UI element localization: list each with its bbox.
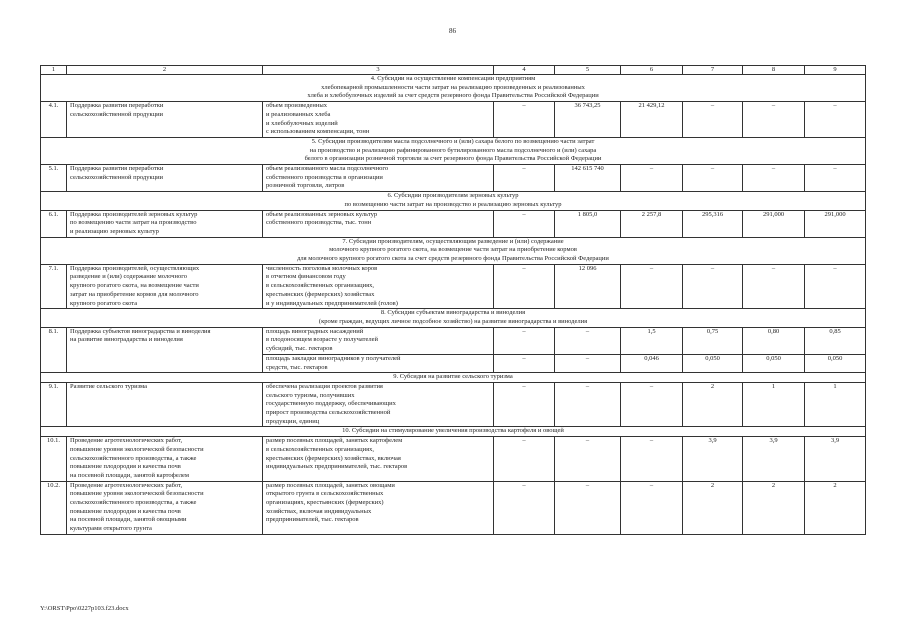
row-value-v7: 295,316 [683, 210, 743, 237]
indicator-line: с использованием компенсации, тонн [266, 128, 370, 136]
column-number-header: 2 [67, 66, 263, 75]
measure-name-line: сельскохозяйственной продукции [70, 110, 164, 118]
column-number-header: 1 [41, 66, 67, 75]
row-value-v6: – [621, 481, 683, 534]
row-number: 10.1. [41, 437, 67, 482]
section-title-line: на производство и реализацию рафинированного бутилированного масла подсолнечного и (или) сахара [309, 146, 597, 154]
indicator-line: и у индивидуальных предпринимателей (голов) [266, 299, 398, 307]
row-value-v9: – [805, 102, 866, 138]
measure-name-line: Проведение агротехнологических работ, [70, 437, 183, 445]
indicator-line: объем реализованных зерновых культур [266, 210, 378, 218]
row-value-v4: – [494, 354, 555, 372]
row-value-v9: – [805, 165, 866, 192]
indicator-line: в отчетном финансовом году [266, 273, 346, 281]
row-value-v4: – [494, 102, 555, 138]
section-title [41, 192, 866, 210]
indicator-line: предпринимателей, тыс. гектаров [266, 516, 359, 524]
indicator-line: средств, тыс. гектаров [266, 363, 328, 371]
measure-name-line: и реализацию зерновых культур [70, 227, 159, 235]
row-value-v4: – [494, 264, 555, 309]
row-value-v4: – [494, 165, 555, 192]
measure-name-line: Поддержка субъектов виноградарства и виноделия [70, 327, 211, 335]
column-number-header: 7 [683, 66, 743, 75]
section-title-line: 9. Субсидия на развитие сельского туризма [393, 373, 513, 381]
row-value-v9: 1 [805, 382, 866, 427]
row-value-v9: 3,9 [805, 437, 866, 482]
row-measure-name [67, 437, 263, 482]
row-indicator [263, 102, 494, 138]
row-value-v5: – [555, 382, 621, 427]
measure-name-line: Поддержка производителей зерновых культур [70, 210, 198, 218]
row-value-v7: – [683, 264, 743, 309]
row-indicator [263, 481, 494, 534]
column-number-header: 3 [263, 66, 494, 75]
indicator-line: субсидий, тыс. гектаров [266, 345, 333, 353]
section-title-line: по возмещению части затрат на производство и реализацию зерновых культур [344, 200, 562, 208]
indicator-line: собственного производства в организации [266, 173, 383, 181]
indicator-line: в сельскохозяйственных организациях, [266, 445, 374, 453]
measure-name-line: по возмещению части затрат на производство [70, 219, 197, 227]
measure-name-line: сельскохозяйственного производства, а также [70, 454, 197, 462]
section-title [41, 237, 866, 264]
row-value-v9: 2 [805, 481, 866, 534]
section-title-row [41, 75, 866, 102]
row-value-v7: 0,050 [683, 354, 743, 372]
row-value-v9: 0,050 [805, 354, 866, 372]
row-value-v8: 291,000 [743, 210, 805, 237]
section-title-line: белого в организации розничной торговли за счет резервного фонда Правительства Российской Федерации [304, 155, 602, 163]
row-value-v7: 2 [683, 382, 743, 427]
header-row [41, 66, 866, 75]
indicator-line: сельского туризма, получивших [266, 391, 355, 399]
section-title-line: (кроме граждан, ведущих личное подсобное хозяйство) на развитие виноградарства и виноделия [318, 317, 588, 325]
measure-name-line: сельскохозяйственной продукции [70, 173, 164, 181]
footer-file-path: Y:\ORST\Ppo\0227p103.f23.docx [40, 605, 129, 612]
measure-name-line: культурами открытого грунта [70, 525, 152, 533]
indicator-line: крестьянских (фермерских) хозяйствах, включая [266, 454, 401, 462]
row-indicator [263, 264, 494, 309]
row-value-v6: – [621, 382, 683, 427]
row-measure-name [67, 264, 263, 309]
row-value-v8: 3,9 [743, 437, 805, 482]
indicator-line: площадь закладки виноградников у получателей [266, 354, 401, 362]
row-value-v6: – [621, 437, 683, 482]
measure-name-line: повышение уровня экологической безопасности [70, 490, 204, 498]
measure-name-line: Поддержка производителей, осуществляющих [70, 264, 200, 272]
row-value-v4: – [494, 481, 555, 534]
row-value-v6: – [621, 264, 683, 309]
row-value-v7: 0,75 [683, 327, 743, 354]
row-value-v8: – [743, 264, 805, 309]
table-row [41, 382, 866, 427]
column-number-header: 4 [494, 66, 555, 75]
section-title-row [41, 309, 866, 327]
indicator-line: государственную поддержку, обеспечивающих [266, 400, 396, 408]
table-row [41, 327, 866, 354]
row-value-v5: 12 096 [555, 264, 621, 309]
indicator-line: в плодоносящем возрасте у получателей [266, 336, 378, 344]
indicator-line: крестьянских (фермерских) хозяйствах [266, 290, 375, 298]
row-measure-name [67, 481, 263, 534]
row-value-v5: – [555, 327, 621, 354]
indicator-line: обеспечена реализация проектов развития [266, 382, 383, 390]
measure-name-line: крупного рогатого скота [70, 299, 138, 307]
measure-name-line: Проведение агротехнологических работ, [70, 481, 183, 489]
row-value-v6: 2 257,8 [621, 210, 683, 237]
section-title-line: для молочного крупного рогатого скота за счет средств резервного фонда Правительства Российской Федерации [297, 255, 609, 263]
row-value-v5: 142 615 740 [555, 165, 621, 192]
row-number: 4.1. [41, 102, 67, 138]
row-value-v4: – [494, 437, 555, 482]
row-value-v7: – [683, 102, 743, 138]
row-indicator [263, 382, 494, 427]
indicator-line: прирост производства сельскохозяйственной [266, 409, 391, 417]
section-title-line: хлебопекарной промышленности части затрат на реализацию произведенных и реализованных [321, 83, 585, 91]
row-value-v7: 2 [683, 481, 743, 534]
subsidy-indicators-table [40, 65, 866, 535]
section-title [41, 427, 866, 437]
row-value-v8: 0,050 [743, 354, 805, 372]
row-value-v6: 21 429,12 [621, 102, 683, 138]
row-indicator [263, 210, 494, 237]
section-title-line: 5. Субсидии производителям масла подсолнечного и (или) сахара белого по возмещению части затрат [311, 137, 595, 145]
measure-name-line: повышение уровня экологической безопасности [70, 445, 204, 453]
page-number: 86 [449, 27, 456, 35]
row-measure-name [67, 210, 263, 237]
row-value-v8: – [743, 165, 805, 192]
row-value-v7: – [683, 165, 743, 192]
row-number: 8.1. [41, 327, 67, 373]
row-value-v5: – [555, 437, 621, 482]
row-value-v4: – [494, 382, 555, 427]
measure-name-line: сельскохозяйственного производства, а также [70, 499, 197, 507]
row-indicator [263, 165, 494, 192]
indicator-line: и реализованных хлеба [266, 110, 331, 118]
section-title-line: молочного крупного рогатого скота, на возмещение части затрат на приобретение кормов [329, 246, 577, 254]
row-measure-name [67, 382, 263, 427]
indicator-line: организациях, крестьянских (фермерских) [266, 499, 384, 507]
section-title-row [41, 192, 866, 210]
row-indicator [263, 327, 494, 354]
column-number-header: 8 [743, 66, 805, 75]
section-title-line: 4. Субсидии на осуществление компенсации предприятиям [370, 75, 536, 82]
row-number: 10.2. [41, 481, 67, 534]
section-title-line: 10. Субсидии на стимулирование увеличения производства картофеля и овощей [342, 427, 564, 435]
indicator-line: и хлебобулочных изделий [266, 119, 338, 127]
measure-name-line: на развитие виноградарства и виноделия [70, 336, 183, 344]
section-title [41, 373, 866, 383]
measure-name-line: Поддержка развития переработки [70, 165, 164, 173]
measure-name-line: разведение и (или) содержание молочного [70, 273, 188, 281]
row-value-v6: 1,5 [621, 327, 683, 354]
row-measure-name [67, 102, 263, 138]
row-value-v8: – [743, 102, 805, 138]
row-value-v5: 36 743,25 [555, 102, 621, 138]
measure-name-line: повышение плодородия и качества почв [70, 507, 181, 515]
section-title-row [41, 427, 866, 437]
column-number-header: 5 [555, 66, 621, 75]
row-value-v9: 0,85 [805, 327, 866, 354]
table-row [41, 437, 866, 482]
row-number: 5.1. [41, 165, 67, 192]
section-title-line: хлеба и хлебобулочных изделий за счет средств резервного фонда Правительства Российской Федерации [307, 92, 599, 100]
table-row [41, 264, 866, 309]
column-number-header: 9 [805, 66, 866, 75]
indicator-line: размер посевных площадей, занятых овощами [266, 481, 395, 489]
row-value-v6: 0,046 [621, 354, 683, 372]
measure-name-line: Поддержка развития переработки [70, 102, 164, 110]
row-value-v5: 1 805,0 [555, 210, 621, 237]
section-title [41, 75, 866, 102]
measure-name-line: на посевной площади, занятой овощными [70, 516, 187, 524]
row-value-v9: – [805, 264, 866, 309]
indicator-line: открытого грунта в сельскохозяйственных [266, 490, 384, 498]
row-measure-name [67, 327, 263, 373]
column-number-header: 6 [621, 66, 683, 75]
section-title-line: 8. Субсидии субъектам виноградарства и виноделия [380, 309, 526, 317]
indicator-line: размер посевных площадей, занятых картофелем [266, 437, 403, 445]
section-title [41, 137, 866, 164]
indicator-line: объем реализованного масла подсолнечного [266, 165, 389, 173]
row-value-v8: 2 [743, 481, 805, 534]
indicator-line: розничной торговли, литров [266, 182, 345, 190]
measure-name-line: Развитие сельского туризма [70, 382, 148, 390]
table-row [41, 102, 866, 138]
table-row [41, 165, 866, 192]
row-number: 6.1. [41, 210, 67, 237]
row-value-v7: 3,9 [683, 437, 743, 482]
row-value-v6: – [621, 165, 683, 192]
section-title-row [41, 237, 866, 264]
row-number: 7.1. [41, 264, 67, 309]
measure-name-line: затрат на приобретение кормов для молочного [70, 290, 199, 298]
section-title-row [41, 137, 866, 164]
row-value-v4: – [494, 327, 555, 354]
indicator-line: объем произведенных [266, 102, 328, 110]
row-number: 9.1. [41, 382, 67, 427]
indicator-line: площадь виноградных насаждений [266, 327, 364, 335]
row-value-v8: 1 [743, 382, 805, 427]
section-title [41, 309, 866, 327]
measure-name-line: на посевной площади, занятой картофелем [70, 471, 190, 479]
indicator-line: в сельскохозяйственных организациях, [266, 282, 374, 290]
indicator-line: индивидуальных предпринимателей, тыс. гектаров [266, 463, 408, 471]
section-title-line: 6. Субсидии производителям зерновых культур [387, 192, 519, 200]
row-value-v4: – [494, 210, 555, 237]
row-value-v5: – [555, 354, 621, 372]
row-indicator [263, 437, 494, 482]
row-value-v9: 291,000 [805, 210, 866, 237]
row-measure-name [67, 165, 263, 192]
row-indicator [263, 354, 494, 372]
table-row [41, 210, 866, 237]
measure-name-line: повышение плодородия и качества почв [70, 463, 181, 471]
indicator-line: численность поголовья молочных коров [266, 264, 378, 272]
indicator-line: продукции, единиц [266, 417, 320, 425]
measure-name-line: крупного рогатого скота, на возмещение части [70, 282, 199, 290]
section-title-row [41, 373, 866, 383]
section-title-line: 7. Субсидии производителям, осуществляющим разведение и (или) содержание [342, 237, 564, 245]
indicator-line: хозяйствах, включая индивидуальных [266, 507, 372, 515]
row-value-v8: 0,80 [743, 327, 805, 354]
indicator-line: собственного производства, тыс. тонн [266, 219, 372, 227]
row-value-v5: – [555, 481, 621, 534]
table-row [41, 481, 866, 534]
